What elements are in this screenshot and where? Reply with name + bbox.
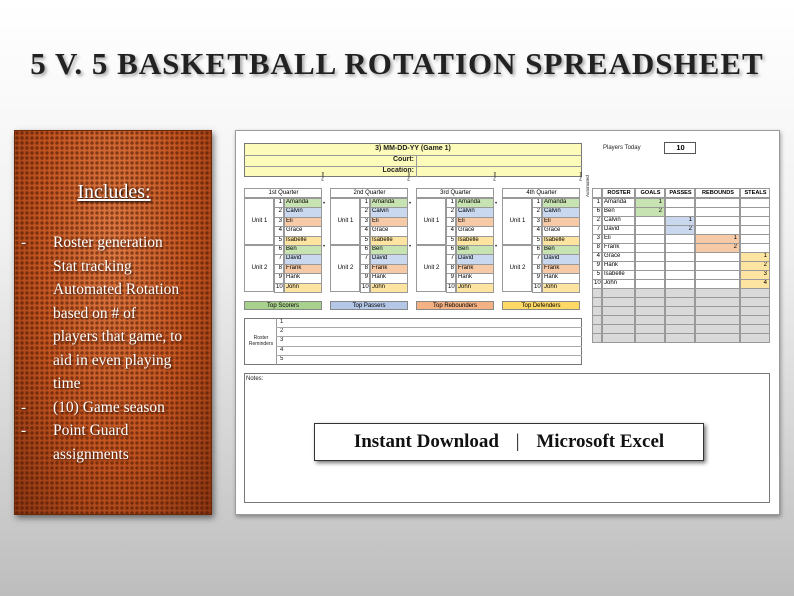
- rotation-number: 8: [274, 264, 284, 274]
- court-label: Court:: [393, 156, 414, 163]
- unit-2-label: Unit 2: [330, 245, 360, 292]
- rotation-player-9[interactable]: John: [456, 283, 494, 293]
- rotation-player-1[interactable]: Calvin: [456, 207, 494, 217]
- stat-header-passes: PASSES: [665, 188, 695, 198]
- rotation-player-7[interactable]: Frank: [370, 264, 408, 274]
- rotation-player-2[interactable]: Eli: [456, 217, 494, 227]
- empty-roster-cell: [602, 333, 635, 343]
- rotation-number: 7: [532, 254, 542, 264]
- top-button-2[interactable]: Top Rebounders: [416, 301, 494, 310]
- rotation-player-4[interactable]: Isabelle: [370, 236, 408, 246]
- reminder-line[interactable]: [276, 355, 582, 356]
- top-button-3[interactable]: Top Defenders: [502, 301, 580, 310]
- rotation-player-0[interactable]: Amanda: [456, 198, 494, 208]
- rotation-player-9[interactable]: John: [370, 283, 408, 293]
- rotation-number: 5: [446, 236, 456, 246]
- rotation-player-3[interactable]: Grace: [284, 226, 322, 236]
- roster-name[interactable]: Amanda: [602, 198, 635, 208]
- rotation-player-9[interactable]: John: [284, 283, 322, 293]
- feature-item: [21, 419, 209, 466]
- roster-name[interactable]: John: [602, 279, 635, 289]
- stat-cell-g[interactable]: 2: [635, 207, 665, 217]
- rotation-player-4[interactable]: Isabelle: [284, 236, 322, 246]
- point-label: Point: [406, 171, 411, 181]
- quarter-header: 2nd Quarter: [330, 188, 408, 198]
- page-title: 5 V. 5 BASKETBALL ROTATION SPREADSHEET: [30, 46, 764, 81]
- roster-name[interactable]: Grace: [602, 252, 635, 262]
- roster-number: 6: [592, 207, 602, 217]
- roster-name[interactable]: Isabelle: [602, 270, 635, 280]
- stat-cell-p[interactable]: 1: [665, 216, 695, 226]
- roster-number: 7: [592, 225, 602, 235]
- rotation-number: 5: [360, 236, 370, 246]
- stat-cell-r[interactable]: 2: [695, 243, 740, 253]
- rotation-player-6[interactable]: David: [542, 254, 580, 264]
- reminder-number: 4: [280, 346, 284, 353]
- rotation-number: 3: [532, 217, 542, 227]
- feature-line: players that game, to: [53, 328, 183, 345]
- rotation-player-7[interactable]: Frank: [542, 264, 580, 274]
- rotation-number: 6: [274, 245, 284, 255]
- banner-separator: |: [515, 431, 520, 452]
- feature-line: Roster generation: [53, 234, 163, 251]
- feature-line: based on # of: [53, 304, 137, 322]
- roster-number: 1: [592, 198, 602, 208]
- rotation-player-7[interactable]: Frank: [456, 264, 494, 274]
- rotation-number: 10: [360, 283, 370, 293]
- unit-1-label: Unit 1: [330, 198, 360, 245]
- rotation-player-0[interactable]: Amanda: [370, 198, 408, 208]
- rotation-player-3[interactable]: Grace: [542, 226, 580, 236]
- rotation-number: 1: [274, 198, 284, 208]
- feature-line: (10) Game season: [53, 398, 165, 416]
- point-label: Point: [578, 171, 583, 181]
- unit-2-label: Unit 2: [502, 245, 532, 292]
- point-guard-marker: •: [495, 244, 498, 250]
- roster-name[interactable]: Calvin: [602, 216, 635, 226]
- stat-cell-s[interactable]: 1: [740, 252, 770, 262]
- quarter-header: 4th Quarter: [502, 188, 580, 198]
- point-guard-marker: •: [323, 201, 326, 207]
- banner-right: Microsoft Excel: [536, 431, 665, 452]
- rotation-player-7[interactable]: Frank: [284, 264, 322, 274]
- rotation-player-9[interactable]: John: [542, 283, 580, 293]
- rotation-number: 3: [360, 217, 370, 227]
- rotation-number: 5: [532, 236, 542, 246]
- rotation-number: 2: [446, 207, 456, 217]
- reminder-line[interactable]: [276, 346, 582, 347]
- reminder-number: 1: [280, 319, 284, 325]
- roster-number: 5: [592, 270, 602, 280]
- rotation-player-1[interactable]: Calvin: [542, 207, 580, 217]
- rotation-player-2[interactable]: Eli: [370, 217, 408, 227]
- rotation-player-1[interactable]: Calvin: [284, 207, 322, 217]
- feature-line: time: [53, 375, 81, 392]
- roster-number: 3: [592, 234, 602, 244]
- rotation-number: 10: [446, 283, 456, 293]
- feature-item: [21, 231, 209, 396]
- rotation-number: 8: [360, 264, 370, 274]
- stat-header-steals: STEALS: [740, 188, 770, 198]
- rotation-number: 1: [532, 198, 542, 208]
- automated-label: Automated: [585, 175, 590, 197]
- rotation-player-6[interactable]: David: [456, 254, 494, 264]
- rotation-player-2[interactable]: Eli: [542, 217, 580, 227]
- rotation-player-6[interactable]: David: [370, 254, 408, 264]
- point-guard-marker: •: [409, 201, 412, 207]
- feature-line: aid in even playing: [53, 351, 172, 369]
- rotation-number: 7: [274, 254, 284, 264]
- rotation-player-1[interactable]: Calvin: [370, 207, 408, 217]
- rotation-number: 2: [360, 207, 370, 217]
- rotation-number: 1: [446, 198, 456, 208]
- stat-cell-s[interactable]: 3: [740, 270, 770, 280]
- rotation-player-4[interactable]: Isabelle: [542, 236, 580, 246]
- roster-number: 10: [592, 279, 602, 289]
- players-today-label: Players Today: [603, 145, 641, 151]
- unit-1-label: Unit 1: [244, 198, 274, 245]
- rotation-number: 6: [446, 245, 456, 255]
- rotation-player-5[interactable]: Ben: [284, 245, 322, 255]
- game-title: 3) MM-DD-YY (Game 1): [375, 145, 451, 152]
- rotation-number: 10: [274, 283, 284, 293]
- notes-label: Notes:: [246, 376, 264, 382]
- stat-cell-g[interactable]: 1: [635, 198, 665, 208]
- reminders-label: Roster Reminders: [248, 335, 274, 347]
- empty-roster-cell: [665, 333, 695, 343]
- features-panel: [14, 130, 212, 515]
- rotation-number: 4: [446, 226, 456, 236]
- reminders-box: [244, 318, 582, 365]
- feature-line: Point Guard: [53, 422, 129, 439]
- rotation-number: 2: [532, 207, 542, 217]
- feature-line: Stat tracking: [53, 257, 132, 275]
- feature-item: [21, 396, 209, 420]
- quarter-header: 3rd Quarter: [416, 188, 494, 198]
- rotation-player-4[interactable]: Isabelle: [456, 236, 494, 246]
- unit-2-label: Unit 2: [416, 245, 446, 292]
- rotation-number: 3: [446, 217, 456, 227]
- stat-header-rebounds: REBOUNDS: [695, 188, 740, 198]
- roster-name[interactable]: Hank: [602, 261, 635, 271]
- reminder-number: 5: [280, 355, 284, 362]
- roster-number: 9: [592, 261, 602, 271]
- roster-header-corner: [592, 188, 602, 198]
- unit-2-label: Unit 2: [244, 245, 274, 292]
- reminder-number: 3: [280, 337, 284, 344]
- stat-cell-s[interactable]: 4: [740, 279, 770, 289]
- point-guard-marker: •: [323, 244, 326, 250]
- rotation-player-3[interactable]: Grace: [456, 226, 494, 236]
- stat-header-goals: GOALS: [635, 188, 665, 198]
- stat-cell-s[interactable]: 2: [740, 261, 770, 271]
- rotation-number: 4: [532, 226, 542, 236]
- rotation-player-8[interactable]: Hank: [284, 273, 322, 283]
- stat-cell-p[interactable]: 2: [665, 225, 695, 235]
- banner-left: Instant Download: [353, 431, 499, 452]
- roster-name[interactable]: Eli: [602, 234, 635, 244]
- rotation-player-0[interactable]: Amanda: [284, 198, 322, 208]
- rotation-player-5[interactable]: Ben: [370, 245, 408, 255]
- rotation-number: 8: [532, 264, 542, 274]
- rotation-player-6[interactable]: David: [284, 254, 322, 264]
- empty-roster-cell: [592, 333, 602, 343]
- rotation-player-5[interactable]: Ben: [456, 245, 494, 255]
- rotation-number: 9: [360, 273, 370, 283]
- point-label: Point: [492, 171, 497, 181]
- rotation-number: 9: [446, 273, 456, 283]
- rotation-number: 10: [532, 283, 542, 293]
- roster-name[interactable]: Ben: [602, 207, 635, 217]
- reminder-line[interactable]: [276, 336, 582, 337]
- rotation-player-8[interactable]: Hank: [456, 273, 494, 283]
- rotation-number: 1: [360, 198, 370, 208]
- roster-name[interactable]: David: [602, 225, 635, 235]
- rotation-number: 9: [532, 273, 542, 283]
- rotation-number: 7: [360, 254, 370, 264]
- bullet-dash: -: [21, 398, 27, 416]
- rotation-player-8[interactable]: Hank: [370, 273, 408, 283]
- roster-number: 8: [592, 243, 602, 253]
- players-today-input[interactable]: 10: [664, 142, 696, 154]
- roster-name[interactable]: Frank: [602, 243, 635, 253]
- instant-download-banner: [314, 423, 704, 461]
- unit-1-label: Unit 1: [416, 198, 446, 245]
- rotation-number: 2: [274, 207, 284, 217]
- rotation-number: 8: [446, 264, 456, 274]
- reminder-number: 2: [280, 328, 284, 335]
- rotation-number: 4: [274, 226, 284, 236]
- top-button-1[interactable]: Top Passers: [330, 301, 408, 310]
- bullet-dash: -: [21, 422, 27, 439]
- empty-roster-cell: [740, 333, 770, 343]
- feature-line: Automated Rotation: [53, 281, 180, 298]
- unit-1-label: Unit 1: [502, 198, 532, 245]
- rotation-player-3[interactable]: Grace: [370, 226, 408, 236]
- stat-cell-r[interactable]: 1: [695, 234, 740, 244]
- empty-roster-cell: [635, 333, 665, 343]
- rotation-number: 6: [532, 245, 542, 255]
- top-button-0[interactable]: Top Scorers: [244, 301, 322, 310]
- rotation-player-0[interactable]: Amanda: [542, 198, 580, 208]
- rotation-number: 9: [274, 273, 284, 283]
- rotation-number: 6: [360, 245, 370, 255]
- roster-number: 4: [592, 252, 602, 262]
- rotation-number: 4: [360, 226, 370, 236]
- reminder-line[interactable]: [276, 327, 582, 328]
- empty-roster-cell: [695, 333, 740, 343]
- rotation-number: 3: [274, 217, 284, 227]
- stat-header-roster: ROSTER: [602, 188, 635, 198]
- location-label: Location:: [382, 167, 414, 174]
- quarter-header: 1st Quarter: [244, 188, 322, 198]
- includes-heading: Includes:: [77, 181, 151, 203]
- point-label: Point: [320, 171, 325, 181]
- bullet-dash: -: [21, 234, 27, 251]
- rotation-player-2[interactable]: Eli: [284, 217, 322, 227]
- rotation-player-5[interactable]: Ben: [542, 245, 580, 255]
- rotation-number: 5: [274, 236, 284, 246]
- rotation-player-8[interactable]: Hank: [542, 273, 580, 283]
- rotation-number: 7: [446, 254, 456, 264]
- roster-number: 2: [592, 216, 602, 226]
- feature-line: assignments: [53, 445, 129, 463]
- point-guard-marker: •: [409, 244, 412, 250]
- spreadsheet-preview: [235, 130, 780, 515]
- point-guard-marker: •: [495, 201, 498, 207]
